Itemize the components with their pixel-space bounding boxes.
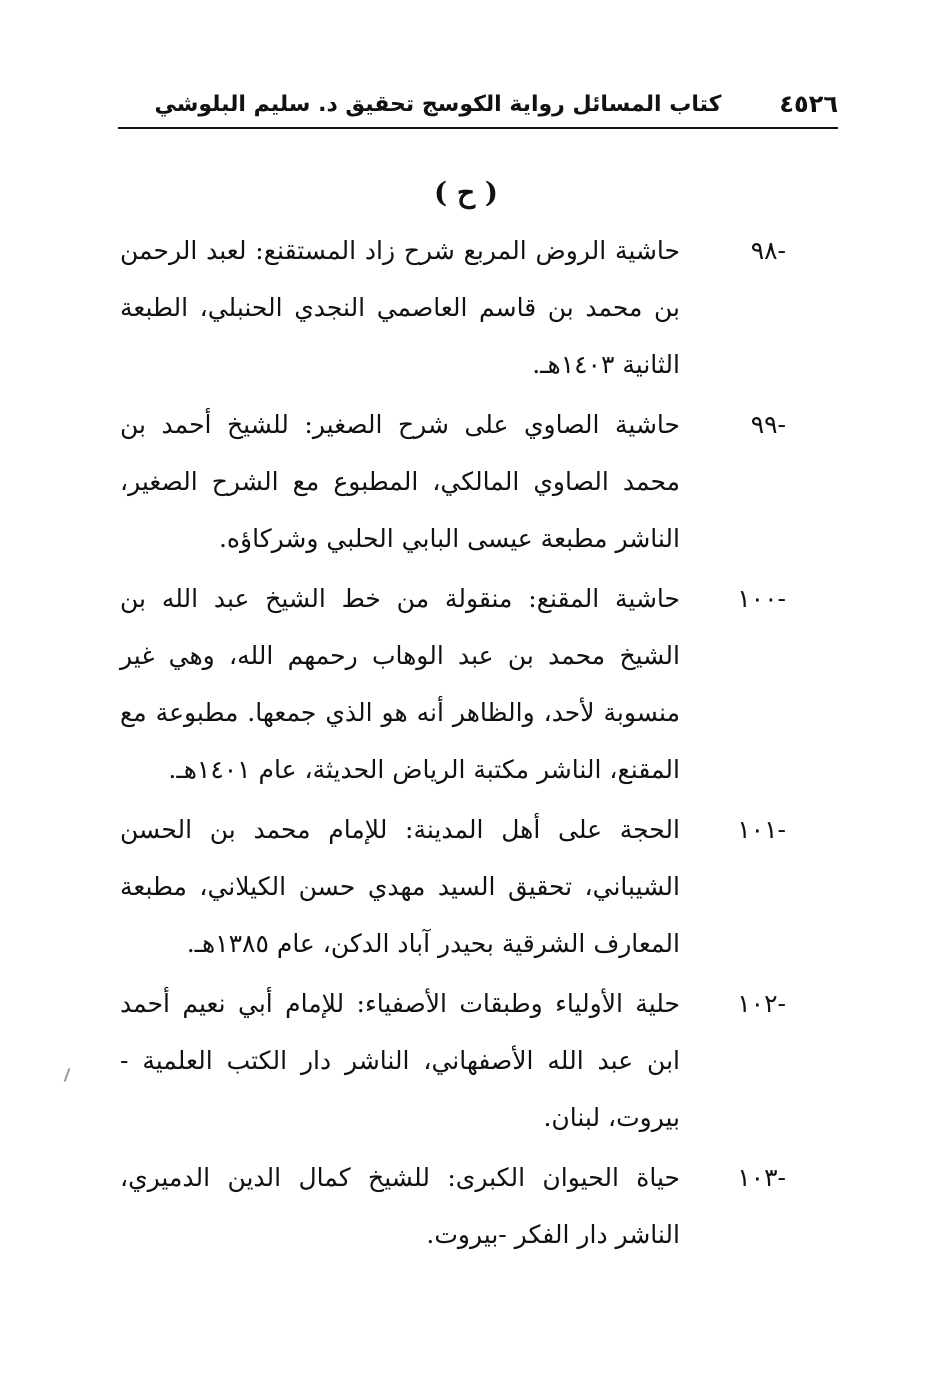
entry-number: -١٠٣ bbox=[737, 1163, 786, 1192]
book-title: كتاب المسائل رواية الكوسج تحقيق د. سليم البلوشي bbox=[154, 91, 722, 117]
entry-text: حياة الحيوان الكبرى: للشيخ كمال الدين الدميري، الناشر دار الفكر -بيروت. bbox=[120, 1163, 680, 1249]
section-letter: ( ح ) bbox=[433, 176, 499, 209]
bibliography-entry bbox=[110, 222, 790, 393]
entry-text: حاشية الروض المربع شرح زاد المستقنع: لعبد الرحمن بن محمد بن قاسم العاصمي النجدي الحنبلي، الطبعة الثانية ١٤٠٣هـ. bbox=[120, 236, 680, 379]
entry-number: -١٠٠ bbox=[737, 584, 786, 613]
scan-speck bbox=[64, 1068, 71, 1082]
bibliography-entry bbox=[110, 396, 790, 567]
entry-text: الحجة على أهل المدينة: للإمام محمد بن الحسن الشيباني، تحقيق السيد مهدي حسن الكيلاني، مطبعة المعارف الشرقية بحيدر آباد الدكن، عام ١٣٨٥هـ. bbox=[120, 815, 680, 958]
page-number: ٤٥٢٦ bbox=[779, 90, 838, 118]
bibliography-entry bbox=[110, 801, 790, 972]
running-header bbox=[118, 84, 838, 124]
entry-number: -٩٩ bbox=[750, 410, 786, 439]
bibliography-entry bbox=[110, 975, 790, 1146]
bibliography-list bbox=[110, 222, 790, 1266]
entry-text: حلية الأولياء وطبقات الأصفياء: للإمام أبي نعيم أحمد ابن عبد الله الأصفهاني، الناشر دار الكتب العلمية - بيروت، لبنان. bbox=[120, 989, 680, 1132]
bibliography-entry bbox=[110, 570, 790, 798]
header-rule bbox=[118, 127, 838, 129]
entry-number: -٩٨ bbox=[750, 236, 786, 265]
entry-number: -١٠٢ bbox=[737, 989, 786, 1018]
bibliography-entry bbox=[110, 1149, 790, 1263]
entry-text: حاشية الصاوي على شرح الصغير: للشيخ أحمد بن محمد الصاوي المالكي، المطبوع مع الشرح الصغير، الناشر مطبعة عيسى البابي الحلبي وشركاؤه. bbox=[120, 410, 680, 553]
entry-text: حاشية المقنع: منقولة من خط الشيخ عبد الله بن الشيخ محمد بن عبد الوهاب رحمهم الله، وهي غير منسوبة لأحد، والظاهر أنه هو الذي جمعها. مطبوعة مع المقنع، الناشر مكتبة الرياض الحديثة، عام ١٤٠١هـ. bbox=[120, 584, 680, 784]
entry-number: -١٠١ bbox=[737, 815, 786, 844]
